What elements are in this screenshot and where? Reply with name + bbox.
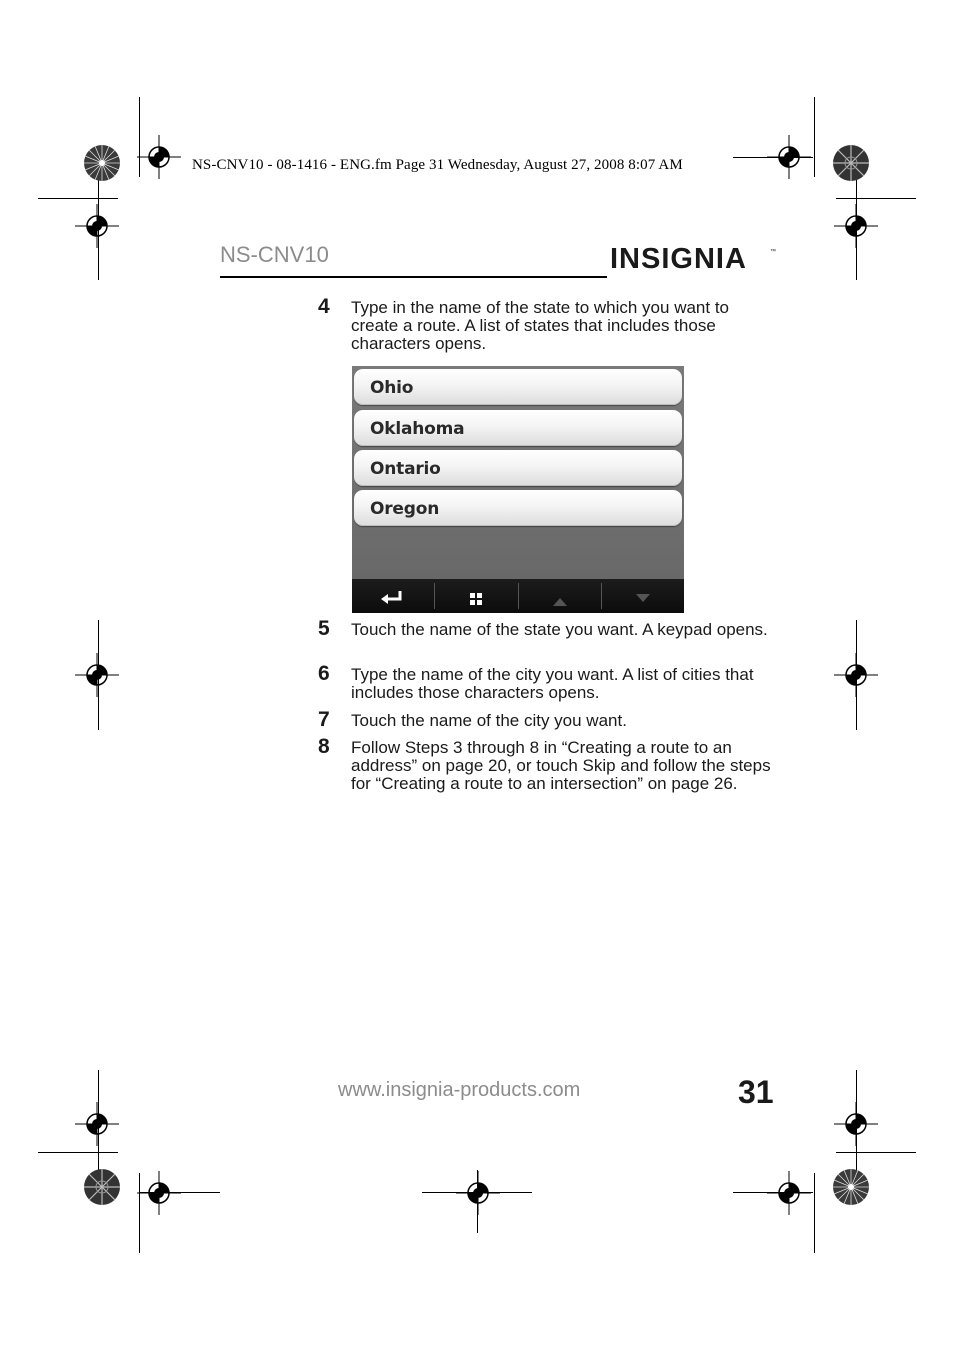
- back-icon: [352, 579, 435, 613]
- device-screen: [352, 366, 684, 613]
- registration-mark-icon: [75, 1102, 119, 1146]
- step-number: 8: [318, 735, 330, 758]
- step-number: 4: [318, 295, 330, 318]
- header-rule: [220, 276, 607, 278]
- crosshair-line: [733, 157, 813, 158]
- list-item-ontario[interactable]: [354, 450, 682, 486]
- insignia-logo: [610, 236, 780, 286]
- crop-mark: [836, 198, 916, 199]
- list-item-oklahoma[interactable]: [354, 410, 682, 446]
- crop-mark: [814, 97, 815, 177]
- trademark-symbol: ™: [770, 249, 776, 255]
- registration-mark-icon: [75, 653, 119, 697]
- list-item-label: Oregon: [370, 499, 440, 519]
- color-rosette-icon: [83, 1168, 121, 1206]
- logo-wordmark: INSIGNIA: [610, 243, 747, 275]
- arrow-up-icon: [518, 579, 601, 613]
- footer-url: www.insignia-products.com: [338, 1079, 581, 1101]
- crop-mark: [814, 1173, 815, 1253]
- crop-mark: [38, 198, 118, 199]
- color-rosette-icon: [832, 1168, 870, 1206]
- menu-grid-icon: [435, 579, 518, 613]
- crop-mark: [836, 1152, 916, 1153]
- crop-mark: [38, 1152, 118, 1153]
- step-text: Type in the name of the state to which you want to create a route. A list of states that includes those characters opens.: [351, 298, 730, 353]
- step-text: Touch the name of the city you want.: [351, 711, 627, 730]
- registration-mark-icon: [137, 135, 181, 179]
- step-text: Touch the name of the state you want. A keypad opens.: [351, 620, 768, 639]
- crosshair-line: [140, 1192, 220, 1193]
- step-number: 5: [318, 617, 330, 640]
- color-rosette-icon: [83, 144, 121, 182]
- crosshair-line: [477, 1170, 478, 1233]
- crosshair-line: [98, 1070, 99, 1170]
- registration-mark-icon: [767, 1171, 811, 1215]
- arrow-down-icon: [601, 579, 684, 613]
- page-number: 31: [738, 1074, 774, 1110]
- print-slug: NS-CNV10 - 08-1416 - ENG.fm Page 31 Wednesday, August 27, 2008 8:07 AM: [192, 157, 683, 173]
- list-item-oregon[interactable]: [354, 490, 682, 526]
- registration-mark-icon: [137, 1171, 181, 1215]
- step-number: 6: [318, 662, 330, 685]
- crosshair-line: [856, 180, 857, 280]
- menu-button[interactable]: [435, 579, 518, 613]
- registration-mark-icon: [75, 204, 119, 248]
- step-text: Follow Steps 3 through 8 in “Creating a route to an address” on page 20, or touch Skip and follow the steps for “Creating a route to an intersection” on page 26.: [351, 738, 771, 793]
- crosshair-line: [856, 620, 857, 730]
- list-item-ohio[interactable]: [354, 369, 682, 405]
- color-rosette-icon: [832, 144, 870, 182]
- screen-toolbar: [352, 579, 684, 613]
- crosshair-line: [733, 1192, 813, 1193]
- step-number: 7: [318, 708, 330, 731]
- step-text: Type the name of the city you want. A list of cities that includes those characters opens.: [351, 665, 754, 702]
- scroll-down-button[interactable]: [601, 579, 684, 613]
- list-item-label: Oklahoma: [370, 419, 465, 439]
- model-name: NS-CNV10: [220, 242, 329, 267]
- list-item-label: Ontario: [370, 459, 441, 479]
- registration-mark-icon: [456, 1171, 500, 1215]
- crosshair-line: [856, 1070, 857, 1170]
- scroll-up-button[interactable]: [518, 579, 601, 613]
- back-button[interactable]: [352, 579, 435, 613]
- list-item-label: Ohio: [370, 378, 414, 398]
- crosshair-line: [98, 180, 99, 280]
- crosshair-line: [98, 620, 99, 730]
